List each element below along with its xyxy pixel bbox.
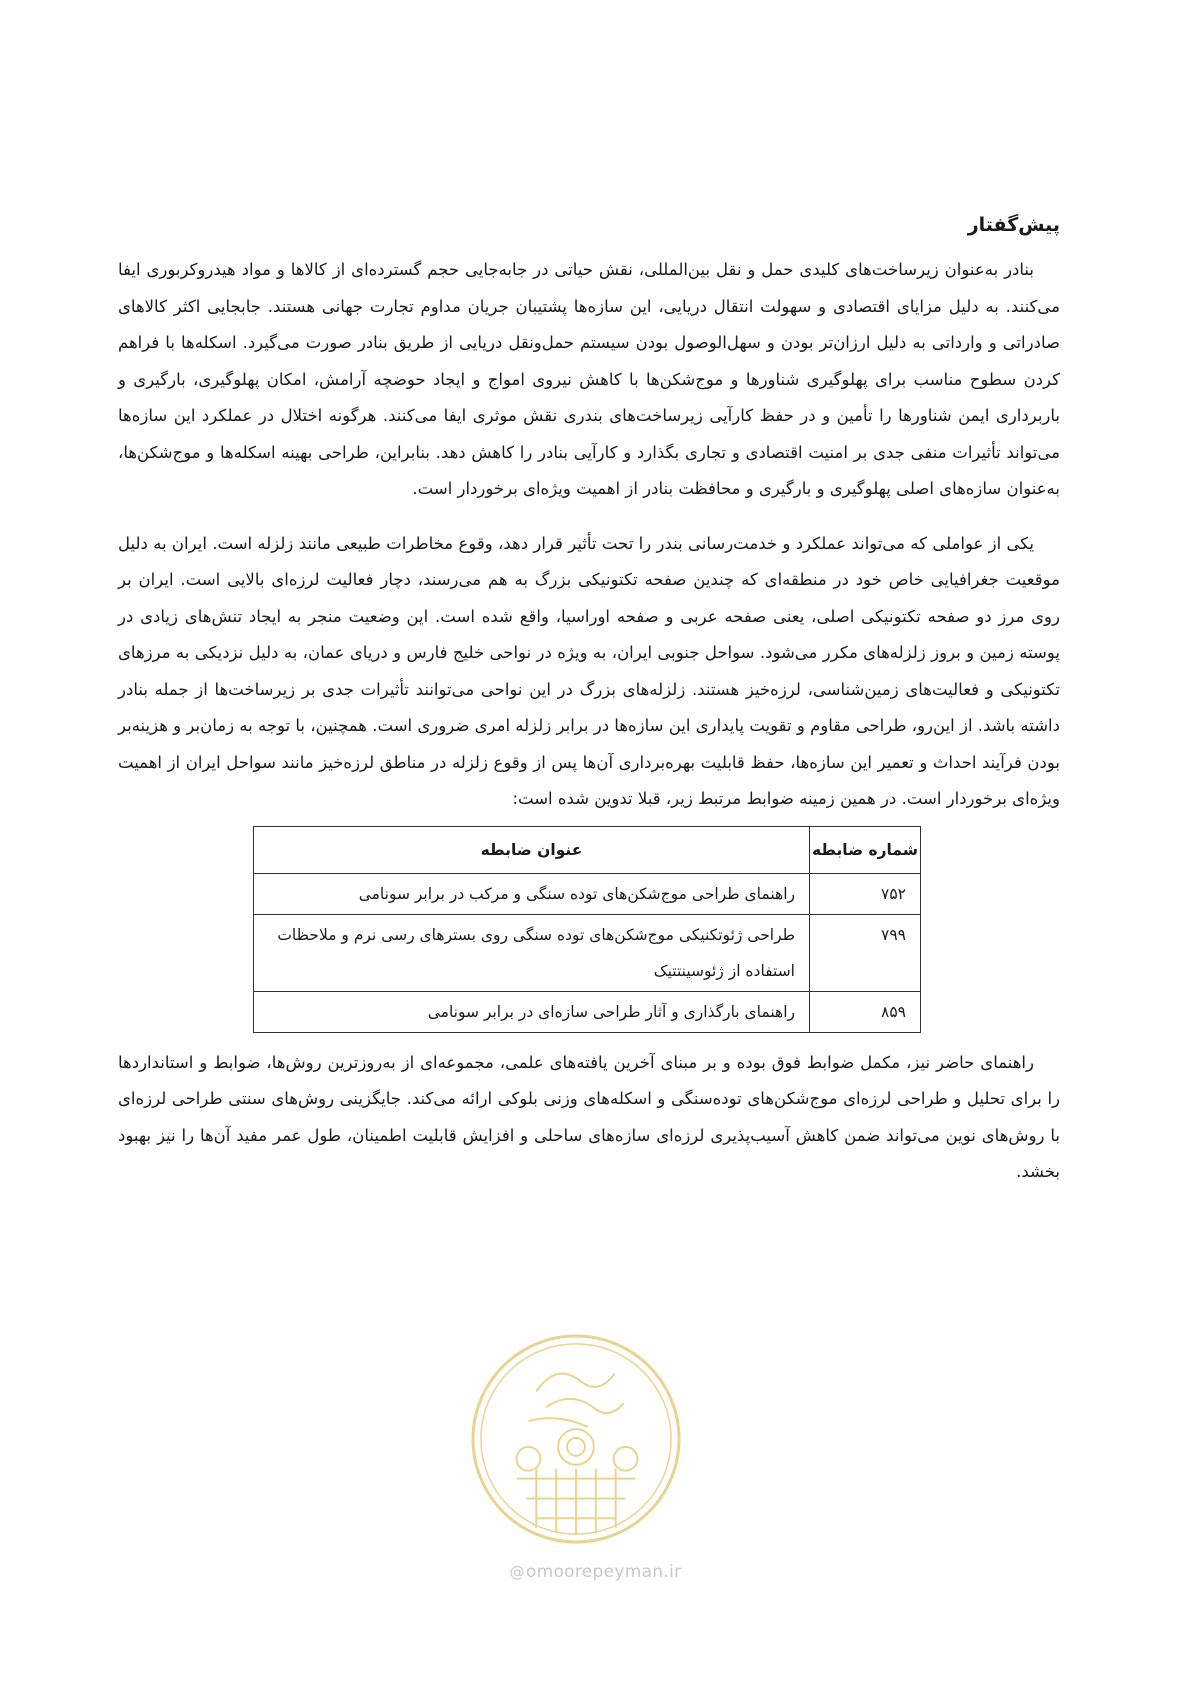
header-title: عنوان ضابطه [254, 826, 810, 873]
at-icon: @ [509, 1563, 525, 1581]
header-number: شماره ضابطه [810, 826, 921, 873]
table-row [254, 991, 921, 1032]
row-number: ۷۵۲ [810, 873, 921, 914]
table-row [254, 914, 921, 991]
paragraph-1: بنادر به‌عنوان زیرساخت‌های کلیدی حمل و نقل بین‌المللی، نقش حیاتی در جابه‌جایی حجم گسترده‌ای از کالاها و مواد هیدروکربوری ایفا می‌کنند. به دلیل مزایای اقتصادی و سهولت انتقال دریایی، این سازه‌ها پشتیبان جریان مداوم تجارت جهانی هستند. جابجایی اکثر کالاهای صادراتی و وارداتی به دلیل ارزان‌تر بودن و سهل‌الوصول بودن سیستم حمل‌ونقل دریایی از طریق بنادر صورت می‌گیرد. اسکله‌ها با فراهم کردن سطوح مناسب برای پهلوگیری شناورها و موج‌شکن‌ها با کاهش نیروی امواج و ایجاد حوضچه آرامش، امکان پهلوگیری، بارگیری و باربرداری ایمن شناورها را تأمین و در حفظ کارآیی زیرساخت‌های بندری نقش موثری ایفا می‌کنند. هرگونه اختلال در عملکرد این سازه‌ها می‌تواند تأثیرات منفی جدی بر امنیت اقتصادی و تجاری بگذارد و کارآیی بنادر را کاهش دهد. بنابراین، طراحی بهینه اسکله‌ها و موج‌شکن‌ها، به‌عنوان سازه‌های اصلی پهلوگیری و بارگیری و محافظت بنادر از اهمیت ویژه‌ای برخوردار است. [118, 260, 1060, 498]
table-row [254, 873, 921, 914]
row-title: طراحی ژئوتکنیکی موج‌شکن‌های توده سنگی روی بسترهای رسی نرم و ملاحظات استفاده از ژئوسینتتیک [254, 914, 810, 991]
row-title: راهنمای بارگذاری و آثار طراحی سازه‌ای در برابر سونامی [254, 991, 810, 1032]
paragraph-3: راهنمای حاضر نیز، مکمل ضوابط فوق بوده و بر مبنای آخرین یافته‌های علمی، مجموعه‌ای از به‌روزترین روش‌ها، ضوابط و استانداردها را برای تحلیل و طراحی لرزه‌ای موج‌شکن‌های توده‌سنگی و اسکله‌های وزنی بلوکی ارائه می‌کند. جایگزینی روش‌های سنتی طراحی لرزه‌ای با روش‌های نوین می‌تواند ضمن کاهش آسیب‌پذیری لرزه‌ای سازه‌های ساحلی و افزایش قابلیت اطمینان، طول عمر مفید آن‌ها را نیز بهبود بخشد. [118, 1052, 1060, 1181]
watermark-seal-icon [467, 1330, 685, 1548]
watermark-site [0, 1562, 1191, 1582]
watermark-site-text: omoorepeyman.ir [525, 1562, 682, 1582]
row-number: ۸۵۹ [810, 991, 921, 1032]
row-number: ۷۹۹ [810, 914, 921, 991]
paragraph-2: یکی از عواملی که می‌تواند عملکرد و خدمت‌رسانی بندر را تحت تأثیر قرار دهد، وقوع مخاطرات طبیعی مانند زلزله است. ایران به دلیل موقعیت جغرافیایی خاص خود در منطقه‌ای که چندین صفحه تکتونیکی بزرگ به هم می‌رسند، دچار فعالیت لرزه‌ای بالایی است. ایران بر روی مرز دو صفحه تکتونیکی اصلی، یعنی صفحه عربی و صفحه اوراسیا، واقع شده است. این وضعیت منجر به ایجاد تنش‌های زیادی در پوسته زمین و بروز زلزله‌های مکرر می‌شود. سواحل جنوبی ایران، به ویژه در نواحی خلیج فارس و دریای عمان، به دلیل نزدیکی به مرزهای تکتونیکی و فعالیت‌های زمین‌شناسی، لرزه‌خیز هستند. زلزله‌های بزرگ در این نواحی می‌توانند تأثیرات جدی بر زیرساخت‌ها از جمله بنادر داشته باشد. از این‌رو، طراحی مقاوم و تقویت پایداری این سازه‌ها در برابر زلزله امری ضروری است. همچنین، با توجه به زمان‌بر و هزینه‌بر بودن فرآیند احداث و تعمیر این سازه‌ها، حفظ قابلیت بهره‌برداری آن‌ها پس از وقوع زلزله در مناطق لرزه‌خیز مانند سواحل ایران از اهمیت ویژه‌ای برخوردار است. در همین زمینه ضوابط مرتبط زیر، قبلا تدوین شده است: [118, 533, 1060, 808]
row-title: راهنمای طراحی موج‌شکن‌های توده سنگی و مرکب در برابر سونامی [254, 873, 810, 914]
document-page [118, 214, 1060, 1191]
standards-table [253, 826, 921, 1033]
page-heading: پیش‌گفتار [967, 214, 1060, 236]
table-header-row [254, 826, 921, 873]
